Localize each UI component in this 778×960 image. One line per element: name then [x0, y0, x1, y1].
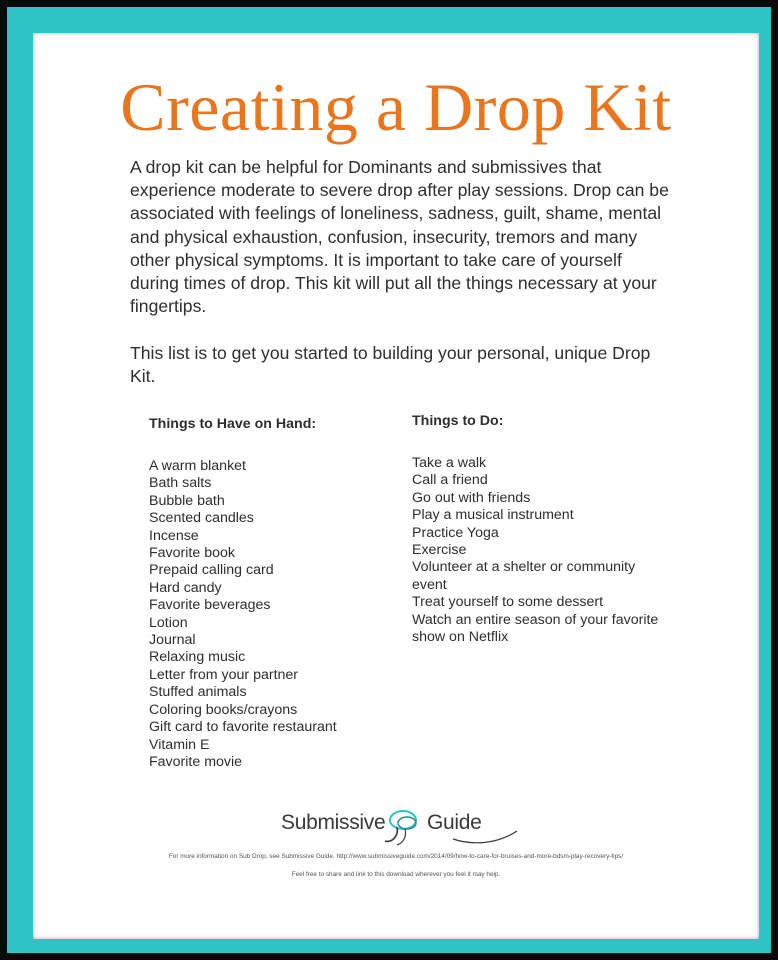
teal-frame	[7, 7, 771, 953]
list-item: Favorite book	[149, 545, 235, 562]
list-item: Call a friend	[412, 472, 488, 489]
list-item: Relaxing music	[149, 649, 246, 666]
list-item: Bath salts	[149, 475, 212, 492]
footer-info: For more information on Sub Drop, see Submissive Guide. http://www.submissiveguide.com/2014/09/how-to-care-for-bruises-and-more-bdsm-play-recovery-tips/	[168, 853, 624, 860]
list-item: A warm blanket	[149, 458, 246, 474]
list-item: Prepaid calling card	[149, 562, 274, 579]
list-item: Take a walk	[412, 455, 487, 471]
things-to-do-heading: Things to Do:	[412, 413, 504, 429]
list-item: Play a musical instrument	[412, 507, 574, 524]
list-item: Go out with friends	[412, 489, 531, 506]
list-item: Treat yourself to some dessert	[412, 594, 604, 611]
list-item: Incense	[149, 527, 199, 544]
footer-share: Feel free to share and link to this download wherever you feel it may help.	[291, 871, 501, 878]
logo-text-right: Guide	[427, 811, 482, 834]
list-item: Favorite beverages	[149, 597, 271, 614]
list-item: Stuffed animals	[149, 684, 247, 701]
list-item: Vitamin E	[149, 736, 210, 753]
list-item: Watch an entire season of your favorite show on Netflix	[412, 611, 659, 646]
intro-paragraph: A drop kit can be helpful for Dominants and submissives that experience moderate to severe drop after play sessions. Drop can be associated with feelings of loneliness, sadness, guilt, shame, mental and physical exhaustion, confusion, insecurity, tremors and many other physical symptoms. It is important to take care of yourself during times of drop. This kit will put all the things necessary at your fingertips.	[130, 157, 669, 317]
have-on-hand-column	[149, 416, 389, 771]
list-item: Exercise	[412, 542, 467, 559]
things-to-do-list	[412, 455, 662, 646]
have-on-hand-heading: Things to Have on Hand:	[149, 416, 317, 432]
list-item: Lotion	[149, 614, 188, 631]
logo-underline-icon	[451, 829, 521, 849]
list-item: Gift card to favorite restaurant	[149, 719, 337, 736]
list-item: Practice Yoga	[412, 524, 499, 541]
list-item: Coloring books/crayons	[149, 701, 298, 718]
list-item: Journal	[149, 632, 196, 649]
list-item: Bubble bath	[149, 492, 225, 509]
list-item: Scented candles	[149, 510, 254, 527]
submissive-guide-logo	[281, 803, 521, 849]
page-title: Creating a Drop Kit	[120, 69, 672, 145]
intro-paragraph-2: This list is to get you started to building your personal, unique Drop Kit.	[130, 343, 651, 387]
things-to-do-column	[412, 413, 662, 646]
list-item: Volunteer at a shelter or community event	[412, 559, 636, 593]
list-item: Hard candy	[149, 579, 222, 596]
list-item: Favorite movie	[149, 753, 243, 770]
logo-text-left: Submissive	[281, 811, 386, 834]
document-page	[33, 33, 759, 939]
have-on-hand-list	[149, 458, 389, 771]
list-item: Letter from your partner	[149, 666, 299, 683]
